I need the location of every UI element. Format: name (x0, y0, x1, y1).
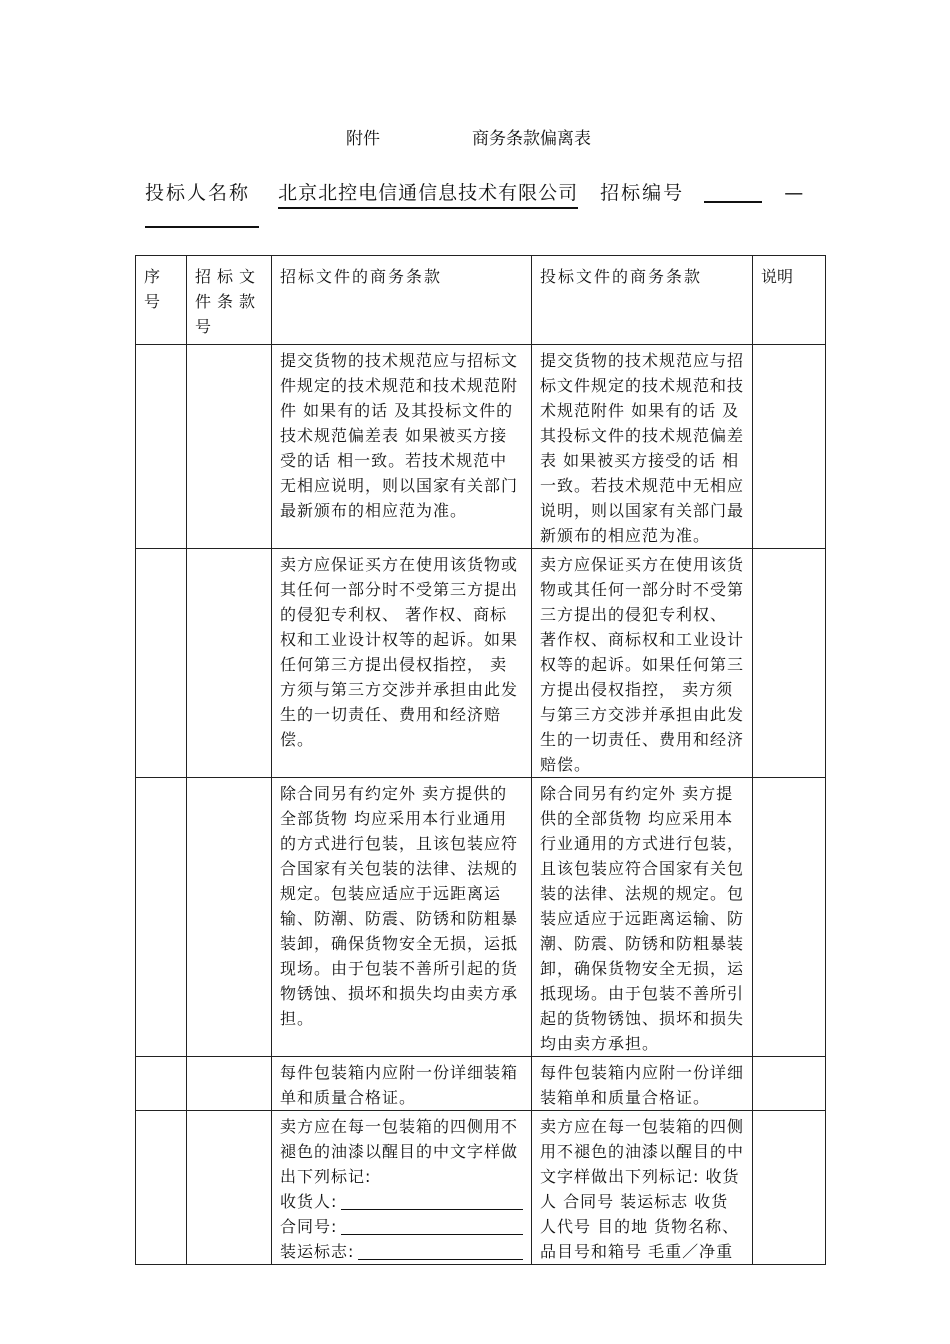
mark-field-contract-no (280, 1214, 523, 1239)
cell-clause-no (187, 1057, 272, 1111)
bidder-info-line (145, 178, 815, 209)
bidder-name-label: 投标人名称 (145, 182, 251, 204)
tender-no-blank-continued (145, 226, 259, 228)
cell-tender-terms: 提交货物的技术规范应与招标文件规定的技术规范和技术规范附件 如果有的话 及其投标文件的技术规范偏差表 如果被买方接受的话 相一致。若技术规范中无相应说明，则以国家有关部门最新颁布的相应范为准。 (272, 345, 532, 549)
tender-no-dash: — (784, 182, 806, 204)
cell-bid-terms: 除合同另有约定外 卖方提供的全部货物 均应采用本行业通用的方式进行包装，且该包装应符合国家有关包装的法律、法规的规定。包装应适应于远距离运输、防潮、防震、防锈和防粗暴装卸，确保货物安全无损，运抵现场。由于包装不善所引起的货物锈蚀、损坏和损失均由卖方承担。 (532, 778, 753, 1057)
deviation-table (135, 255, 826, 1265)
tender-no-label: 招标编号 (600, 182, 685, 204)
title-text: 商务条款偏离表 (472, 129, 591, 149)
cell-bid-terms: 卖方应在每一包装箱的四侧用不褪色的油漆以醒目的中文字样做出下列标记: 收货人 合同号 装运标志 收货人代号 目的地 货物名称、品目号和箱号 毛重／净重 (532, 1111, 753, 1265)
cell-clause-no (187, 778, 272, 1057)
header-seq: 序号 (136, 256, 187, 345)
header-clause-no: 招标文件条款号 (187, 256, 272, 345)
cell-note (753, 1111, 826, 1265)
header-bid-terms: 投标文件的商务条款 (532, 256, 753, 345)
cell-note (753, 549, 826, 778)
mark-field-consignee (280, 1189, 523, 1214)
cell-tender-terms: 每件包装箱内应附一份详细装箱单和质量合格证。 (272, 1057, 532, 1111)
table-row (136, 549, 826, 778)
cell-seq (136, 1057, 187, 1111)
mark-blank-line (341, 1216, 523, 1235)
tender-no-blank (704, 201, 762, 203)
table-row (136, 1111, 826, 1265)
table-row (136, 345, 826, 549)
cell-clause-no (187, 1111, 272, 1265)
cell-note (753, 345, 826, 549)
table-header-row (136, 256, 826, 345)
cell-bid-terms: 提交货物的技术规范应与招标文件规定的技术规范和技术规范附件 如果有的话 及其投标文件的技术规范偏差表 如果被买方接受的话 相一致。若技术规范中无相应说明，则以国家有关部门最新颁布的相应范为准。 (532, 345, 753, 549)
mark-label: 装运标志: (280, 1242, 355, 1261)
tender-marks-intro: 卖方应在每一包装箱的四侧用不褪色的油漆以醒目的中文字样做出下列标记: (280, 1117, 519, 1186)
cell-bid-terms: 每件包装箱内应附一份详细装箱单和质量合格证。 (532, 1057, 753, 1111)
cell-note (753, 778, 826, 1057)
cell-tender-terms: 除合同另有约定外 卖方提供的全部货物 均应采用本行业通用的方式进行包装，且该包装应符合国家有关包装的法律、法规的规定。包装应适应于远距离运输、防潮、防震、防锈和防粗暴装卸，确保货物安全无损，运抵现场。由于包装不善所引起的货物锈蚀、损坏和损失均由卖方承担。 (272, 778, 532, 1057)
cell-seq (136, 1111, 187, 1265)
table-row (136, 1057, 826, 1111)
cell-note (753, 1057, 826, 1111)
title-prefix: 附件 (346, 129, 380, 149)
cell-seq (136, 345, 187, 549)
header-tender-terms: 招标文件的商务条款 (272, 256, 532, 345)
mark-field-shipping-mark (280, 1239, 523, 1264)
cell-bid-terms: 卖方应保证买方在使用该货物或其任何一部分时不受第三方提出的侵犯专利权、 著作权、商标权和工业设计权等的起诉。如果任何第三方提出侵权指控， 卖方须与第三方交涉并承担由此发生的一切责任、费用和经济赔偿。 (532, 549, 753, 778)
cell-tender-terms: 卖方应保证买方在使用该货物或其任何一部分时不受第三方提出的侵犯专利权、 著作权、商标权和工业设计权等的起诉。如果任何第三方提出侵权指控， 卖方须与第三方交涉并承担由此发生的一切责任、费用和经济赔偿。 (272, 549, 532, 778)
bidder-name-value: 北京北控电信通信息技术有限公司 (278, 178, 578, 209)
mark-blank-line (341, 1191, 523, 1210)
mark-blank-line (358, 1241, 523, 1260)
cell-seq (136, 549, 187, 778)
cell-clause-no (187, 345, 272, 549)
mark-label: 合同号: (280, 1217, 338, 1236)
header-note: 说明 (753, 256, 826, 345)
cell-clause-no (187, 549, 272, 778)
mark-label: 收货人: (280, 1192, 338, 1211)
table-row (136, 778, 826, 1057)
cell-seq (136, 778, 187, 1057)
cell-tender-terms (272, 1111, 532, 1265)
